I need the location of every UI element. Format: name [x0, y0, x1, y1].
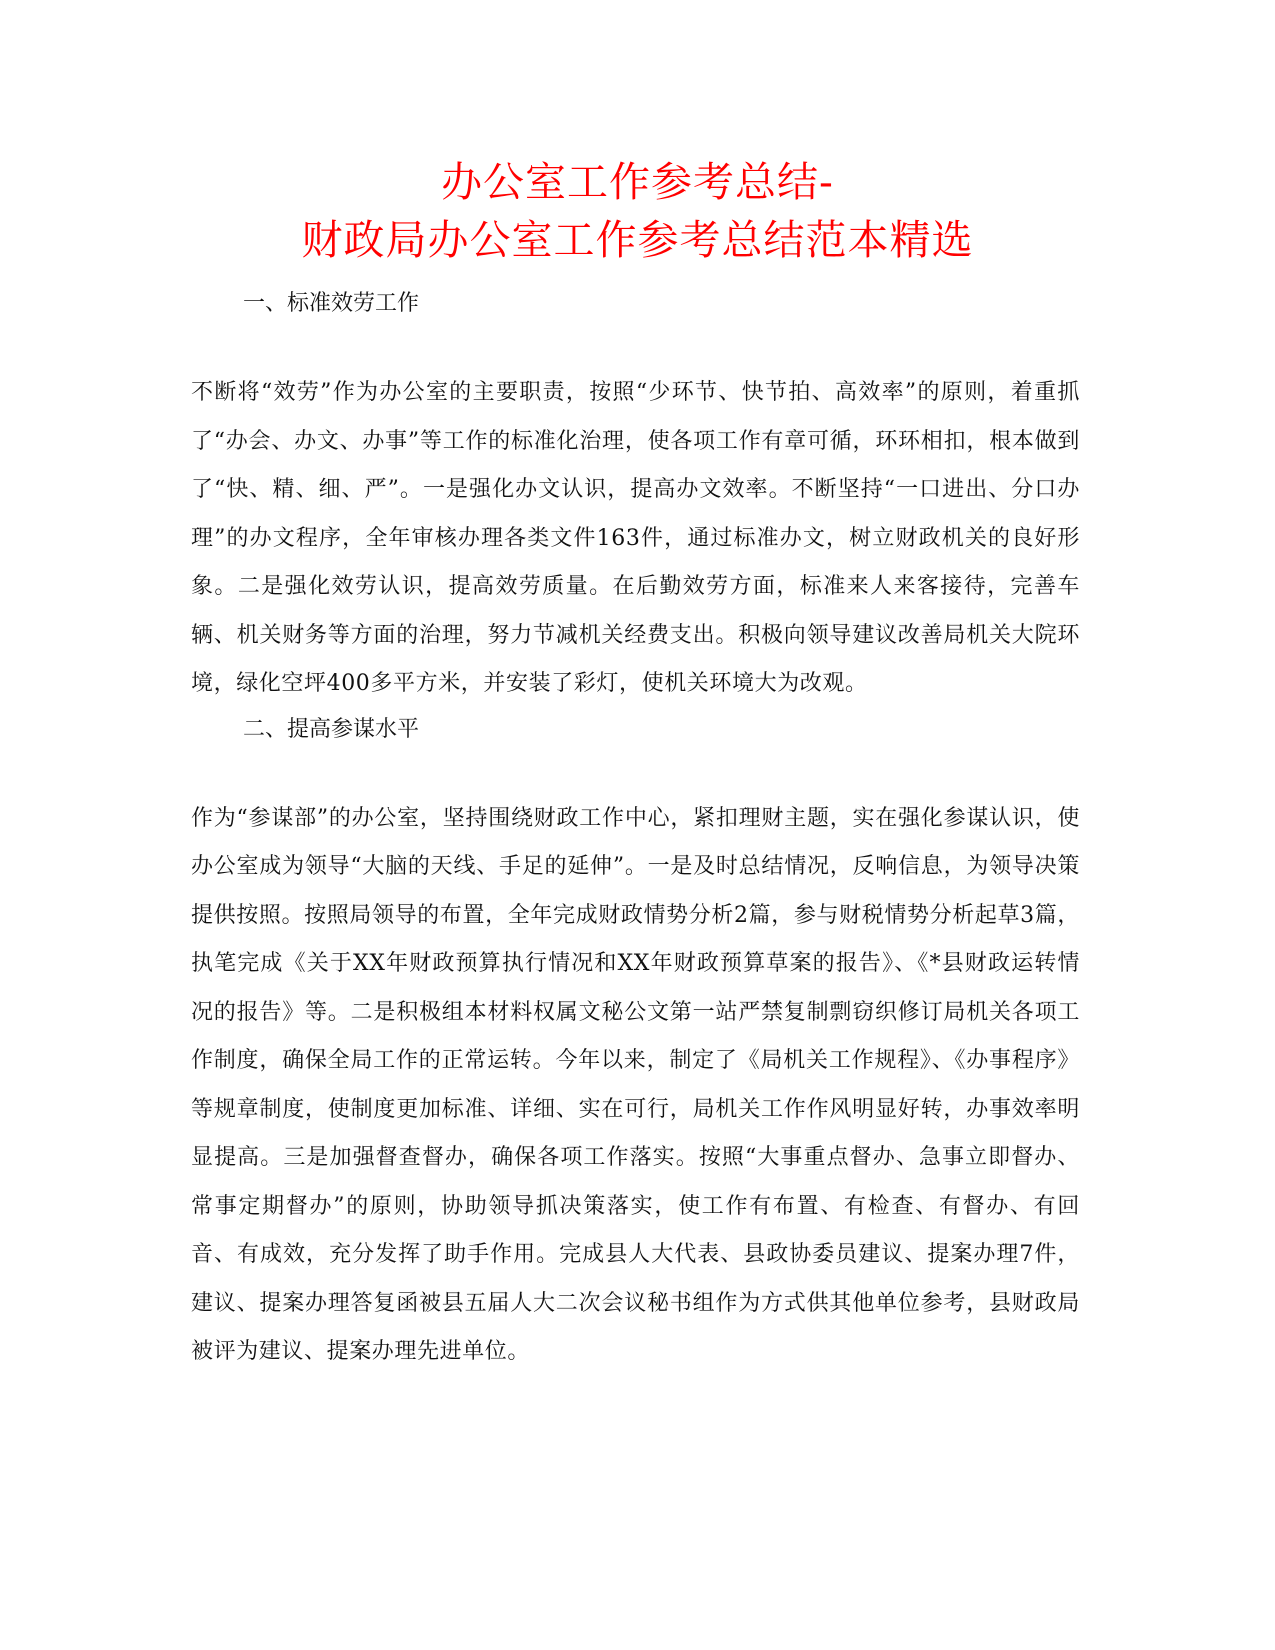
section-heading-1: 一、标准效劳工作: [243, 291, 420, 316]
section-paragraph-2: 作为“参谋部”的办公室，坚持围绕财政工作中心，紧扣理财主题，实在强化参谋认识，使办公室成为领导“大脑的天线、手足的延伸”。一是及时总结情况，反响信息，为领导决策提供按照。按照局领导的布置，全年完成财政情势分析2篇，参与财税情势分析起草3篇，执笔完成《关于XX年财政预算执行情况和XX年财政预算草案的报告》、《*县财政运转情况的报告》等。二是积极组本材料权属文秘公文第一站严禁复制剽窃织修订局机关各项工作制度，确保全局工作的正常运转。今年以来，制定了《局机关工作规程》、《办事程序》等规章制度，使制度更加标准、详细、实在可行，局机关工作作风明显好转，办事效率明显提高。三是加强督查督办，确保各项工作落实。按照“大事重点督办、急事立即督办、常事定期督办”的原则，协助领导抓决策落实，使工作有布置、有检查、有督办、有回音、有成效，充分发挥了助手作用。完成县人大代表、县政协委员建议、提案办理7件，建议、提案办理答复函被县五届人大二次会议秘书组作为方式供其他单位参考，县财政局被评为建议、提案办理先进单位。: [191, 805, 1080, 1364]
document-body: [191, 287, 1080, 1377]
section-paragraph-1: 不断将“效劳”作为办公室的主要职责，按照“少环节、快节拍、高效率”的原则，着重抓了“办会、办文、办事”等工作的标准化治理，使各项工作有章可循，环环相扣，根本做到了“快、精、细、严”。一是强化办文认识，提高办文效率。不断坚持“一口进出、分口办理”的办文程序，全年审核办理各类文件163件，通过标准办文，树立财政机关的良好形象。二是强化效劳认识，提高效劳质量。在后勤效劳方面，标准来人来客接待，完善车辆、机关财务等方面的治理，努力节减机关经费支出。积极向领导建议改善局机关大院环境，绿化空坪400多平方米，并安装了彩灯，使机关环境大为改观。: [191, 380, 1080, 696]
document-title: [0, 153, 1275, 269]
section-heading-2: 二、提高参谋水平: [243, 716, 420, 742]
title-line-1: 办公室工作参考总结-: [441, 158, 834, 206]
title-line-2: 财政局办公室工作参考总结范本精选: [301, 216, 974, 264]
